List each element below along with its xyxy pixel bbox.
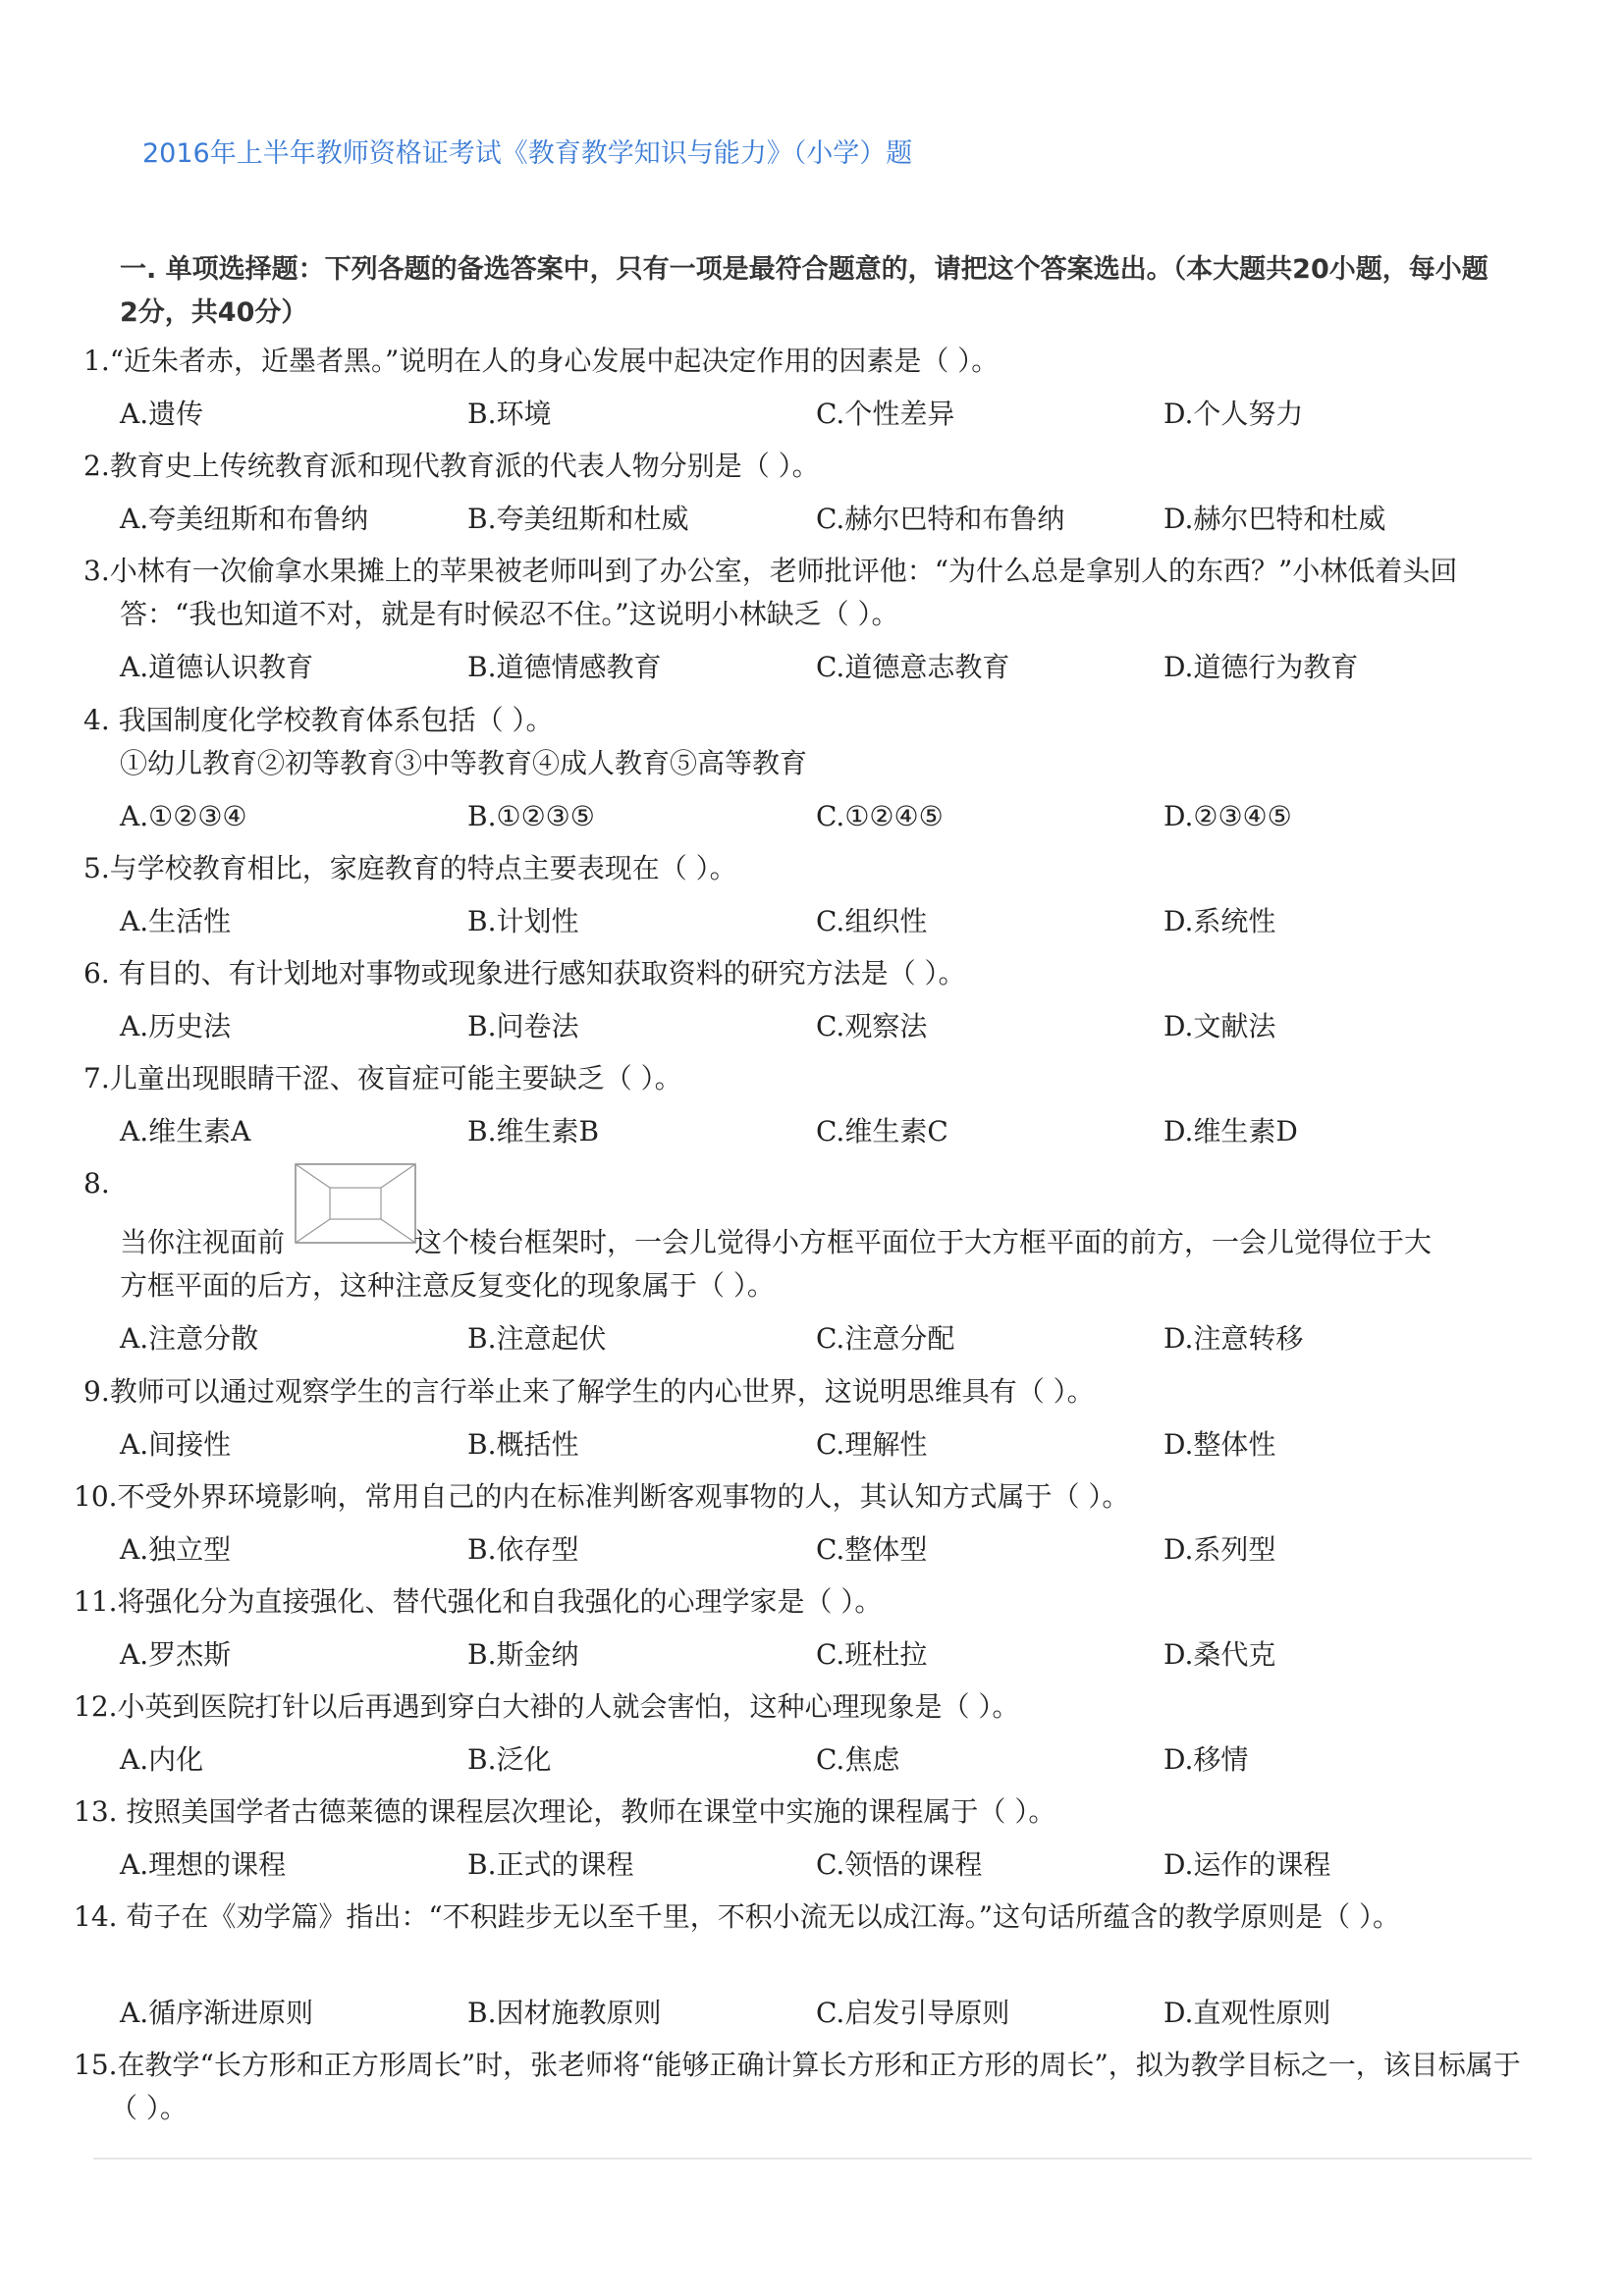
option-a[interactable]: A.历史法: [120, 1010, 232, 1042]
option-a[interactable]: A.夸美纽斯和布鲁纳: [120, 503, 369, 535]
question-stem-c: 方框平面的后方，这种注意反复变化的现象属于（ ）。: [120, 1269, 775, 1302]
option-d[interactable]: D.整体性: [1163, 1428, 1276, 1461]
question-stem-a: 当你注视面前: [120, 1226, 286, 1258]
question-stem: 10.不受外界环境影响，常用自己的内在标准判断客观事物的人，其认知方式属于（ ）。: [74, 1480, 1130, 1513]
option-a[interactable]: A.维生素A: [120, 1115, 251, 1148]
options-row: [120, 1423, 1514, 1467]
option-c[interactable]: C.①②④⑤: [816, 800, 944, 832]
option-c[interactable]: C.注意分配: [816, 1322, 955, 1355]
option-b[interactable]: B.概括性: [467, 1428, 579, 1461]
option-c[interactable]: C.班杜拉: [816, 1638, 928, 1671]
option-a[interactable]: A.循序渐进原则: [120, 1997, 314, 2029]
option-d[interactable]: D.系列型: [1163, 1533, 1276, 1566]
option-a[interactable]: A.①②③④: [120, 800, 247, 832]
option-a[interactable]: A.独立型: [120, 1533, 232, 1566]
options-row: [120, 1317, 1514, 1361]
option-a[interactable]: A.罗杰斯: [120, 1638, 232, 1671]
option-b[interactable]: B.因材施教原则: [467, 1997, 662, 2029]
question-stem: 14. 荀子在《劝学篇》指出：“不积跬步无以至千里，不积小流无以成江海。”这句话所蕴含的教学原则是（ ）。: [74, 1900, 1400, 1933]
option-b[interactable]: B.夸美纽斯和杜威: [467, 503, 689, 535]
option-c[interactable]: C.道德意志教育: [816, 651, 1010, 683]
option-c[interactable]: C.维生素C: [816, 1115, 948, 1148]
option-b[interactable]: B.问卷法: [467, 1010, 579, 1042]
options-row: [120, 1843, 1514, 1887]
option-b[interactable]: B.斯金纳: [467, 1638, 579, 1671]
option-a[interactable]: A.间接性: [120, 1428, 232, 1461]
option-a[interactable]: A.遗传: [120, 398, 204, 430]
option-d[interactable]: D.②③④⑤: [1163, 800, 1292, 832]
question-stem: 1.“近朱者赤，近墨者黑。”说明在人的身心发展中起决定作用的因素是（ ）。: [83, 345, 1000, 377]
option-b[interactable]: B.依存型: [467, 1533, 579, 1566]
option-a[interactable]: A.理想的课程: [120, 1848, 287, 1881]
option-b[interactable]: B.正式的课程: [467, 1848, 634, 1881]
page-title: 2016年上半年教师资格证考试《教育教学知识与能力》（小学）题: [142, 138, 913, 169]
option-b[interactable]: B.泛化: [467, 1743, 552, 1776]
option-d[interactable]: D.直观性原则: [1163, 1997, 1331, 2029]
option-b[interactable]: B.道德情感教育: [467, 651, 662, 683]
question-stem: 3.小林有一次偷拿水果摊上的苹果被老师叫到了办公室，老师批评他：“为什么总是拿别人的东西？”小林低着头回答：“我也知道不对，就是有时候忍不住。”这说明小林缺乏（ ）。: [83, 555, 1458, 630]
option-b[interactable]: B.环境: [467, 398, 552, 430]
option-c[interactable]: C.启发引导原则: [816, 1997, 1010, 2029]
question-stem: 7.儿童出现眼睛干涩、夜盲症可能主要缺乏（ ）。: [83, 1062, 682, 1095]
option-d[interactable]: D.桑代克: [1163, 1638, 1276, 1671]
question-stem: 12.小英到医院打针以后再遇到穿白大褂的人就会害怕，这种心理现象是（ ）。: [74, 1690, 1020, 1723]
option-c[interactable]: C.个性差异: [816, 398, 955, 430]
question-stem: 15.在教学“长方形和正方形周长”时，张老师将“能够正确计算长方形和正方形的周长”，拟为教学目标之一，该目标属于（ ）。: [74, 2049, 1521, 2124]
question-stem: 6. 有目的、有计划地对事物或现象进行感知获取资料的研究方法是（ ）。: [83, 957, 966, 989]
option-b[interactable]: B.计划性: [467, 905, 579, 937]
option-c[interactable]: C.观察法: [816, 1010, 928, 1042]
option-c[interactable]: C.赫尔巴特和布鲁纳: [816, 503, 1065, 535]
question-stem: 13. 按照美国学者古德莱德的课程层次理论，教师在课堂中实施的课程属于（ ）。: [74, 1795, 1056, 1828]
question-stem: 8.: [83, 1167, 110, 1200]
option-b[interactable]: B.注意起伏: [467, 1322, 607, 1355]
option-d[interactable]: D.维生素D: [1163, 1115, 1298, 1148]
options-row: [120, 900, 1514, 943]
options-row: [120, 1528, 1514, 1572]
options-row: [120, 1992, 1514, 2035]
option-b[interactable]: B.维生素B: [467, 1115, 600, 1148]
option-a[interactable]: A.内化: [120, 1743, 204, 1776]
option-d[interactable]: D.系统性: [1163, 905, 1276, 937]
question-stem: 5.与学校教育相比，家庭教育的特点主要表现在（ ）。: [83, 852, 737, 884]
page-divider: [93, 2158, 1532, 2160]
option-c[interactable]: C.组织性: [816, 905, 928, 937]
option-d[interactable]: D.注意转移: [1163, 1322, 1304, 1355]
question-stem: 9.教师可以通过观察学生的言行举止来了解学生的内心世界，这说明思维具有（ ）。: [83, 1375, 1095, 1408]
options-row: [120, 1005, 1514, 1048]
question-stem-part: [120, 1221, 1432, 1264]
options-row: [120, 498, 1514, 541]
options-row: [120, 1110, 1514, 1153]
section-heading: 一. 单项选择题：下列各题的备选答案中，只有一项是最符合题意的，请把这个答案选出。（本大题共20小题，每小题2分，共40分）: [120, 254, 1488, 328]
option-c[interactable]: C.整体型: [816, 1533, 928, 1566]
option-c[interactable]: C.焦虑: [816, 1743, 900, 1776]
question-stem: 4. 我国制度化学校教育体系包括（ ）。: [83, 704, 554, 736]
option-d[interactable]: D.赫尔巴特和杜威: [1163, 503, 1386, 535]
option-b[interactable]: B.①②③⑤: [467, 800, 595, 832]
option-d[interactable]: D.移情: [1163, 1743, 1249, 1776]
question-sub-line: ①幼儿教育②初等教育③中等教育④成人教育⑤高等教育: [120, 747, 808, 779]
option-a[interactable]: A.生活性: [120, 905, 232, 937]
option-d[interactable]: D.道德行为教育: [1163, 651, 1359, 683]
option-d[interactable]: D.文献法: [1163, 1010, 1276, 1042]
option-d[interactable]: D.运作的课程: [1163, 1848, 1331, 1881]
options-row: [120, 1738, 1514, 1782]
question-stem-b: 这个棱台框架时，一会儿觉得小方框平面位于大方框平面的前方，一会儿觉得位于大: [414, 1226, 1433, 1258]
option-a[interactable]: A.注意分散: [120, 1322, 259, 1355]
option-d[interactable]: D.个人努力: [1163, 398, 1304, 430]
question-stem: 11.将强化分为直接强化、替代强化和自我强化的心理学家是（ ）。: [74, 1585, 883, 1618]
options-row: [120, 1633, 1514, 1677]
option-a[interactable]: A.道德认识教育: [120, 651, 314, 683]
option-c[interactable]: C.领悟的课程: [816, 1848, 983, 1881]
options-row: [120, 393, 1514, 436]
question-stem: 2.教育史上传统教育派和现代教育派的代表人物分别是（ ）。: [83, 450, 820, 482]
options-row: [120, 646, 1514, 689]
options-row: [120, 795, 1514, 838]
option-c[interactable]: C.理解性: [816, 1428, 928, 1461]
